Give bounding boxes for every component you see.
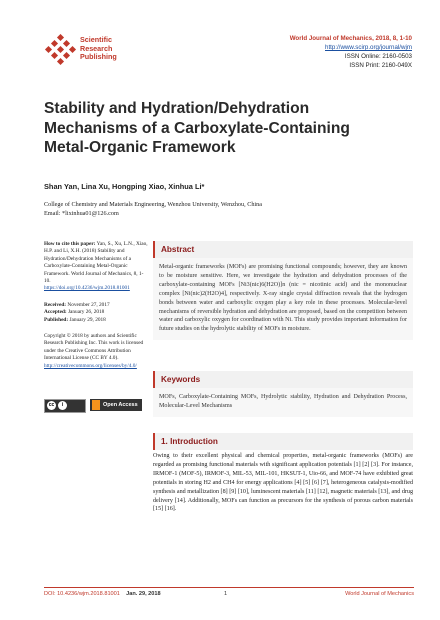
- accepted-date: January 26, 2018: [67, 309, 105, 316]
- attribution-icon: i: [58, 401, 67, 410]
- page-footer: [44, 591, 414, 601]
- introduction-section-header: [153, 433, 413, 450]
- article-title: Stability and Hydration/Dehydration Mechanisms of a Carboxylate-Containing Metal-Organic Framework: [44, 100, 350, 156]
- received-date: November 27, 2017: [67, 301, 110, 308]
- footer-divider: [44, 587, 414, 588]
- published-date: January 29, 2018: [69, 316, 106, 323]
- keywords-text: MOFs, Carboxylate-Containing MOFs, Hydrolytic stability, Hydration and Dehydration Process, Molecular-Level Mechanisms: [153, 388, 413, 417]
- abstract-text: Metal-organic frameworks (MOFs) are promising functional compounds; however, they are known to be moisture sensitive. Here, we investigate the hydration and dehydration processes of the carboxylate-containing MOFs [Ni3(nic)6(H2O)]n (nic = nicotinic acid) and the mononuclear complex [Ni(nic)2(H2O)4], respectively. X-ray single crystal diffraction reveals that the hydrogen bonds between water and carboxylic oxygen play a key role in these processes. Molecular-level mechanisms of reversible hydration and dehydration are proposed, based on the competition between water and carboxylic oxygen for coordination with Ni. This study provides important information for future studies on the hydrolytic stability of MOFs in moisture.: [153, 258, 413, 340]
- authors: Shan Yan, Lina Xu, Hongping Xiao, Xinhua Li*: [44, 182, 205, 191]
- citation-block: [44, 241, 149, 293]
- license-badges: [44, 399, 154, 413]
- issn-online: ISSN Online: 2160-0503: [344, 53, 412, 60]
- cc-icon: cc: [48, 402, 55, 408]
- issn-print: ISSN Print: 2160-049X: [349, 62, 412, 69]
- keywords-section: [153, 371, 413, 417]
- history-block: Received: November 27, 2017 Accepted: January 26, 2018 Published: January 29, 2018: [44, 301, 110, 323]
- introduction-text: Owing to their excellent physical and chemical properties, metal-organic frameworks (MOFs) are regarded as promising functional materials with significant application potentials [1] [2] [3]. For instance, IRMOF-1 (MOF-5), IRMOF-3, MIL-53, MIL-101, HKSUT-1, Uio-66, and MOF-74 have exhibited great potentials in storing H2 and CH4 for energy applications [4] [5] [6] [7], heterogeneous catalysis-modified synthesis and metallization [8] [9] [10], luminescent materials [11] [12], magnetic materials [13], and drug delivery [14]. Additionally, MOFs can function as precursors for the synthesis of porous carbon materials [15] [16].: [153, 453, 413, 513]
- abstract-section: [153, 241, 413, 340]
- footer-doi: DOI: 10.4236/wjm.2018.81001 Jan. 29, 2018: [44, 591, 161, 597]
- page-number: 1: [224, 591, 228, 597]
- cite-text: Yan, S., Xu, L.N., Xiao, H.P. and Li, X.H. (2018) Stability and Hydration/Dehydration Mechanisms of a Carboxylate-Containing Metal-Organic Framework. World Journal of Mechanics, 8, 1-10.: [44, 241, 148, 285]
- journal-citation: World Journal of Mechanics, 2018, 8, 1-10: [289, 35, 412, 42]
- journal-url-link[interactable]: http://www.scirp.org/journal/wjm: [325, 44, 412, 51]
- keywords-heading: Keywords: [153, 371, 413, 388]
- scirp-logo-icon: [44, 34, 78, 68]
- cc-license-link[interactable]: http://creativecommons.org/licenses/by/4.0/: [44, 362, 137, 369]
- footer-journal: World Journal of Mechanics: [345, 591, 414, 597]
- open-access-badge[interactable]: Open Access: [90, 399, 142, 411]
- email: Email: *lixinhua01@126.com: [44, 210, 119, 217]
- copyright-text: Copyright © 2018 by authors and Scientific Research Publishing Inc. This work is licensed under the Creative Commons Attribution International License (CC BY 4.0). http://creativecommons.org/licenses/by/4.0/: [44, 333, 149, 370]
- abstract-heading: Abstract: [153, 241, 413, 258]
- affiliation: College of Chemistry and Materials Engineering, Wenzhou University, Wenzhou, China: [44, 201, 262, 208]
- publisher-logo: [44, 34, 174, 70]
- journal-info: [212, 34, 412, 70]
- cc-by-badge[interactable]: [44, 399, 86, 413]
- article-sidebar: [44, 241, 149, 370]
- publisher-name: Scientific Research Publishing: [80, 35, 117, 62]
- introduction-heading: 1. Introduction: [153, 433, 413, 450]
- open-lock-icon: [92, 400, 100, 410]
- cite-doi-link[interactable]: https://doi.org/10.4236/wjm.2018.81001: [44, 285, 130, 292]
- cite-label: How to cite this paper:: [44, 241, 96, 247]
